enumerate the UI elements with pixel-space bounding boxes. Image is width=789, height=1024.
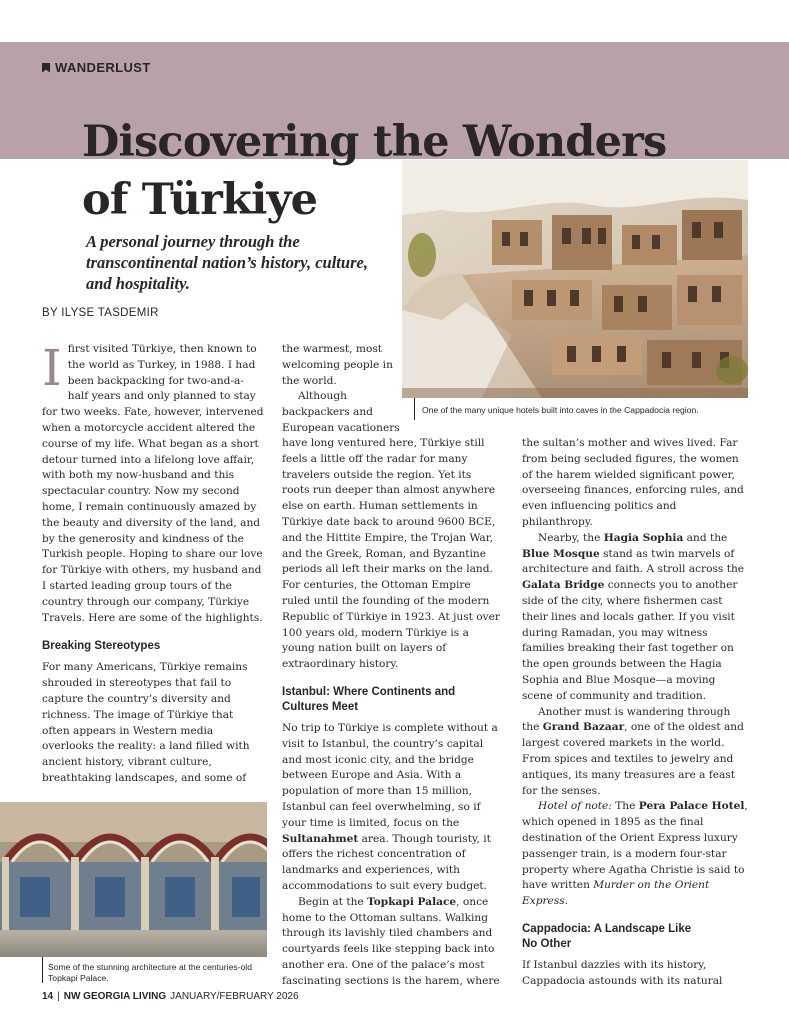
section-label	[42, 60, 151, 75]
book-title: Murder on the Orient Express.	[522, 879, 710, 908]
page-footer	[42, 991, 299, 1002]
drop-cap: I	[42, 339, 62, 397]
topkapi-palace-photo	[0, 802, 267, 957]
backpackers-paragraph-start: Although backpackers and European vacationers	[282, 390, 400, 434]
topkapi-paragraph: Begin at the Topkapi Palace, once home to the Ottoman sultans. Walking through its lavishly tiled chambers and courtyards feels like stepping back into another era. One of the palace’s most fascinating sections is the harem, where	[282, 895, 500, 987]
stereotypes-paragraph: For many Americans, Türkiye remains shrouded in stereotypes that fail to capture the country’s diversity and richness. The image of Türkiye that often appears in Western media overlooks the reality: a land filled with ancient history, vibrant culture, breathtaking landscapes, and some of	[42, 661, 250, 784]
subhead-istanbul: Istanbul: Where Continents and Cultures Meet	[282, 685, 456, 713]
grand-bazaar-paragraph: Another must is wandering through the Grand Bazaar, one of the oldest and largest covered markets in the world. From spices and textiles to jewelry and antiques, its many treasures are a feast for the senses.	[522, 705, 744, 797]
harem-paragraph-end: the sultan’s mother and wives lived. Far from being secluded figures, the women of the harem wielded significant power, overseeing finances, enforcing rules, and even influencing politics and philanthropy.	[522, 437, 744, 528]
palace-photo-caption: Some of the stunning architecture at the centuries-old Topkapi Palace.	[48, 962, 252, 983]
grand-bazaar-bold: Grand Bazaar	[542, 721, 625, 734]
byline: BY ILYSE TASDEMIR	[42, 307, 159, 319]
warmest-paragraph-end: the warmest, most welcoming people in the world.	[282, 343, 393, 387]
hotel-of-note-paragraph: Hotel of note: The Pera Palace Hotel, which opened in 1895 as the final destination of the Orient Express luxury passenger train, is a modern four-star property where Agatha Christie is said to have written Murder on the Orient Express.	[522, 800, 748, 908]
hotel-of-note-label: Hotel of note:	[538, 800, 612, 813]
section-label-text: WANDERLUST	[55, 60, 151, 75]
galata-bridge-bold: Galata Bridge	[522, 579, 605, 592]
subhead-cappadocia: Cappadocia: A Landscape Like No Other	[522, 922, 692, 950]
column-1	[42, 339, 264, 787]
title-line-1: Discovering the Wonders	[82, 117, 667, 167]
article-title	[82, 113, 682, 229]
column-2	[282, 436, 502, 990]
subhead-breaking-stereotypes: Breaking Stereotypes	[42, 640, 161, 653]
blue-mosque-bold: Blue Mosque	[522, 547, 600, 560]
issue-date: JANUARY/FEBRUARY 2026	[170, 991, 299, 1002]
istanbul-paragraph: No trip to Türkiye is complete without a visit to Istanbul, the country’s capital and most iconic city, and the bridge between Europe and Asia. With a population of more than 15 million, Istanbul can feel overwhelming, so if your time is limited, focus on the Sultanahmet area. Though touristy, it offers the richest concentration of landmarks and experiences, with accommodations to suit every budget.	[282, 721, 498, 892]
column-3	[522, 436, 748, 990]
title-line-2: of Türkiye	[82, 175, 318, 225]
caption-rule-cave	[414, 398, 415, 420]
pera-palace-bold: Pera Palace Hotel	[638, 800, 745, 813]
history-paragraph: have long ventured here, Türkiye still feels a little off the radar for many travelers outside the region. Yet its roots run deeper than almost anywhere else on earth. Human settlements in Türkiye date back to around 9600 BCE, and the Hittite Empire, the Trojan War, and the Greek, Roman, and Byzantine periods all left their marks on the land. For centuries, the Ottoman Empire ruled until the founding of the modern Republic of Türkiye in 1923. At just over 100 years old, modern Türkiye is a young nation built on layers of extraordinary history.	[282, 437, 500, 671]
cave-photo-caption: One of the many unique hotels built into caves in the Cappadocia region.	[422, 405, 699, 415]
footer-divider: |	[57, 991, 60, 1002]
sultanahmet-bold: Sultanahmet	[282, 832, 359, 845]
hagia-sophia-bold: Hagia Sophia	[603, 531, 684, 544]
intro-paragraph	[42, 339, 264, 626]
cappadocia-paragraph: If Istanbul dazzles with its history, Cappadocia astounds with its natural	[522, 958, 723, 987]
hagia-sophia-paragraph: Nearby, the Hagia Sophia and the Blue Mosque stand as twin marvels of architecture and faith. A stroll across the Galata Bridge connects you to another side of the city, where fishermen cast their lines and locals gather. If you visit during Ramadan, you may witness families breaking their fast together on the open grounds between the Hagia Sophia and Blue Mosque—a moving scene of community and tradition.	[522, 531, 745, 702]
palace-photo-graphic	[0, 802, 267, 957]
publication-name: NW GEORGIA LIVING	[63, 991, 167, 1002]
article-subtitle: A personal journey through the transcontinental nation’s history, culture, and hospitality.	[86, 232, 368, 293]
bookmark-icon	[42, 63, 50, 73]
topkapi-bold: Topkapi Palace	[367, 895, 457, 908]
intro-text: first visited Türkiye, then known to the world as Turkey, in 1988. I had been backpacking for two-and-a-half years and only planned to stay for two weeks. Fate, however, intervened when a motorcycle accident altered the course of my life. What began as a short detour turned into a lifelong love affair, with both my now-husband and this spectacular country. Now my second home, I remain continuously amazed by the beauty and diversity of the land, and by the generosity and kindness of the Turkish people. Hoping to share our love for Türkiye with others, my husband and I started leading group tours of the country through our company, Türkiye Travels. Here are some of the highlights.	[42, 343, 264, 624]
caption-rule-palace	[42, 957, 43, 983]
page-number: 14	[42, 991, 54, 1002]
column-2-top	[282, 342, 400, 437]
